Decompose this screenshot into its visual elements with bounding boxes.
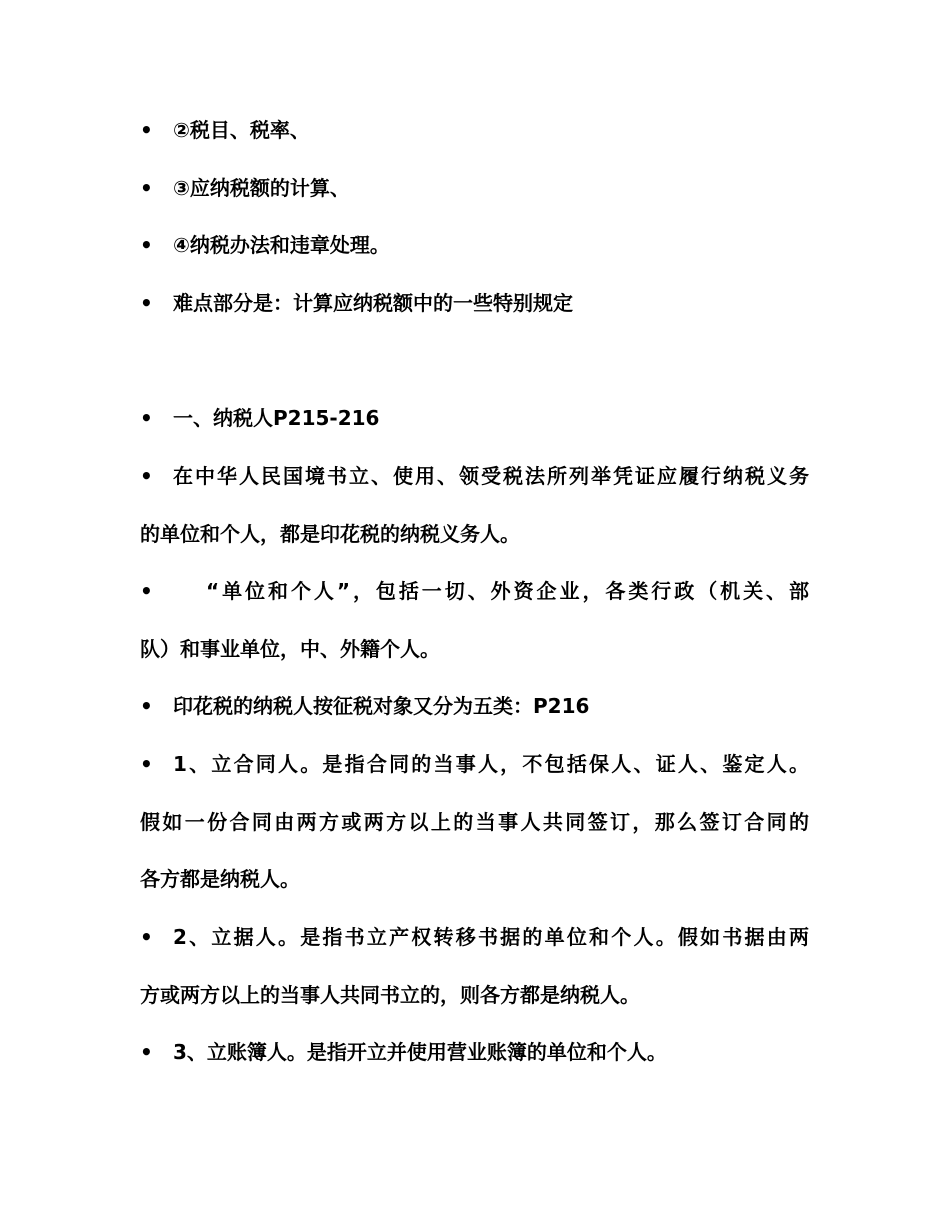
line-text: “单位和个人”，包括一切、外资企业，各类行政（机关、部 — [206, 579, 809, 603]
bullet-icon: • — [140, 1040, 153, 1064]
line-text: 难点部分是：计算应纳税额中的一些特别规定 — [173, 291, 573, 315]
line-text: 假如一份合同由两方或两方以上的当事人共同签订，那么签订合同的 — [140, 810, 809, 834]
line-text: 的单位和个人，都是印花税的纳税义务人。 — [140, 522, 520, 546]
continuation-line — [140, 981, 820, 1009]
bullet-icon: • — [140, 925, 153, 949]
bullet-icon: • — [140, 118, 153, 142]
bullet-icon: • — [140, 233, 153, 257]
continuation-line — [140, 865, 820, 893]
bullet-icon: • — [140, 752, 153, 776]
line-text: 1、立合同人。是指合同的当事人，不包括保人、证人、鉴定人。 — [173, 752, 809, 776]
line-text: 方或两方以上的当事人共同书立的，则各方都是纳税人。 — [140, 983, 640, 1007]
bullet-icon: • — [140, 406, 153, 430]
line-text: ②税目、税率、 — [173, 118, 310, 142]
line-text: ④纳税办法和违章处理。 — [173, 233, 390, 257]
section-heading: 一、纳税人P215-216 — [173, 406, 380, 430]
continuation-line — [140, 808, 820, 836]
bullet-icon: • — [140, 291, 153, 315]
line-text: ③应纳税额的计算、 — [173, 176, 350, 200]
bullet-icon: • — [140, 464, 153, 488]
bullet-icon: • — [140, 176, 153, 200]
line-text: 队）和事业单位，中、外籍个人。 — [140, 637, 440, 661]
line-text: 印花税的纳税人按征税对象又分为五类：P216 — [173, 694, 590, 718]
continuation-line — [140, 635, 820, 663]
continuation-line — [140, 520, 820, 548]
line-text: 2、立据人。是指书立产权转移书据的单位和个人。假如书据由两 — [173, 925, 809, 949]
bullet-icon: • — [140, 579, 153, 603]
line-text: 在中华人民国境书立、使用、领受税法所列举凭证应履行纳税义务 — [173, 464, 809, 488]
line-text: 各方都是纳税人。 — [140, 867, 300, 891]
line-text: 3、立账簿人。是指开立并使用营业账簿的单位和个人。 — [173, 1040, 667, 1064]
bullet-icon: • — [140, 694, 153, 718]
